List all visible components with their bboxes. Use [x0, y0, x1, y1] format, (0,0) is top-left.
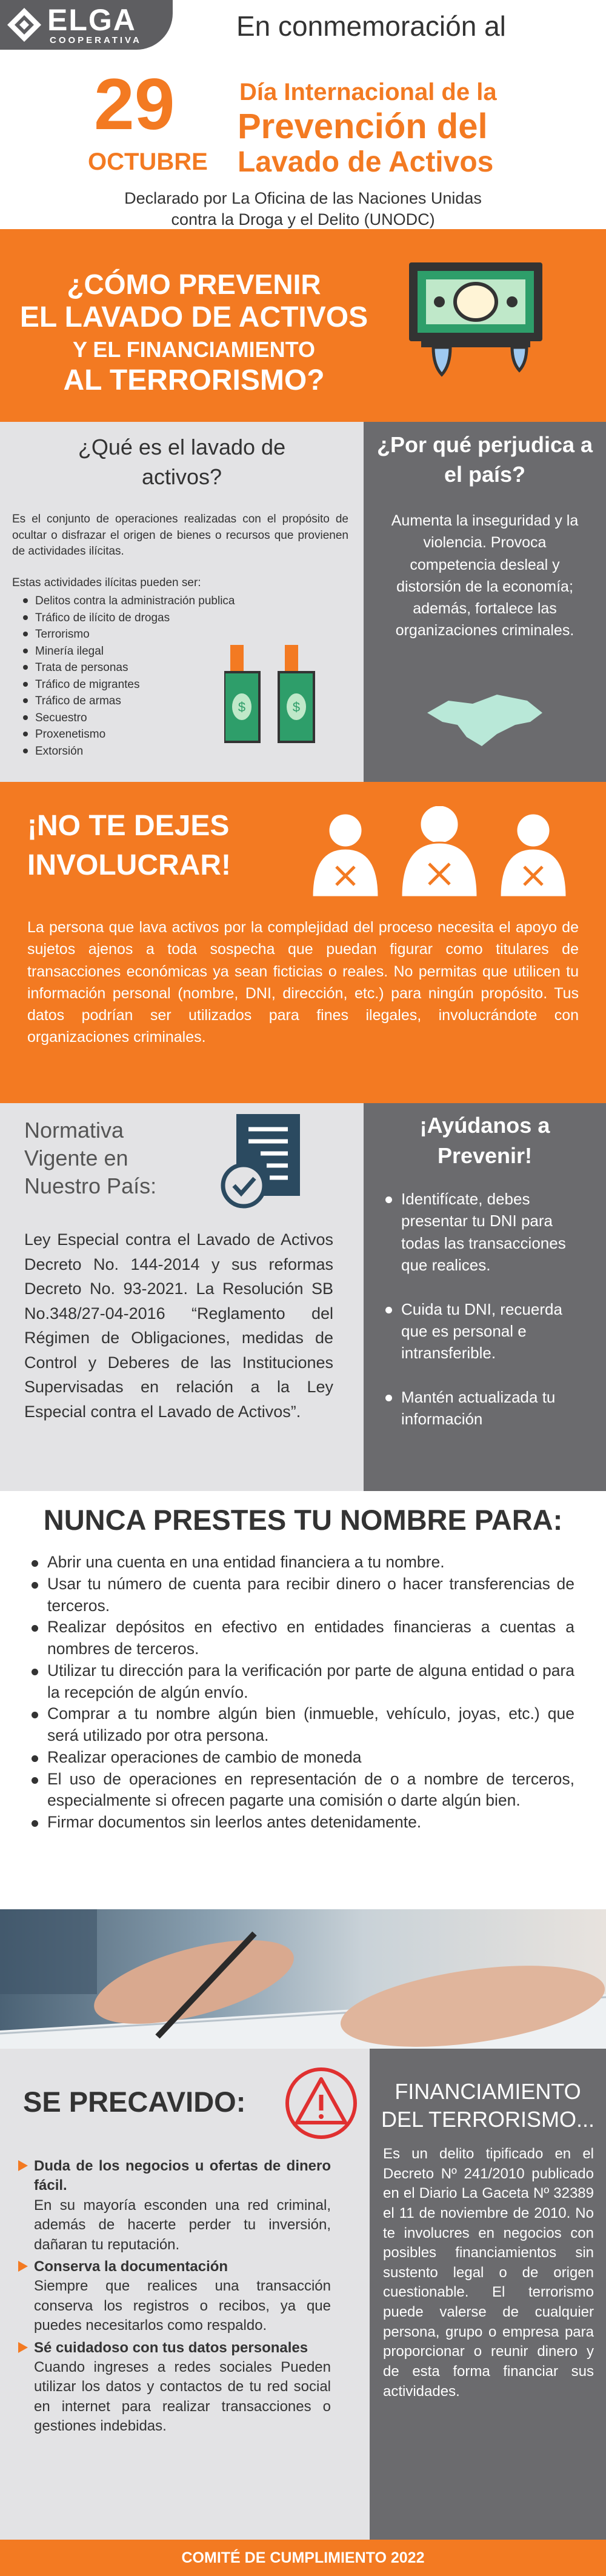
- hero-line3: Y EL FINANCIAMIENTO: [72, 337, 316, 362]
- list-item: Abrir una cuenta en una entidad financiera a tu nombre.: [47, 1552, 574, 1573]
- list-item: Cuida tu DNI, recuerda que es personal e intransferible.: [401, 1298, 592, 1364]
- logo-sub: COOPERATIVA: [50, 35, 142, 45]
- hero-line2: EL LAVADO DE ACTIVOS: [19, 301, 368, 333]
- involve-text: La persona que lava activos por la complejidad del proceso necesita el apoyo de sujetos ajenos a toda sospecha que puedan figurar como titulares de transacciones económicas ya sean ficticias o reales. No permitas que utilicen tu información personal (nombre, DNI, dirección, etc.) para ningún propósito. Tus datos podrían ser utilizados para fines ilegales, involucrándote con organizaciones criminales.: [27, 919, 579, 1046]
- caution-text: En su mayoría esconden una red criminal, además de hacerte perder tu inversión, dañaran tu reputación.: [34, 2197, 331, 2253]
- list-item: Minería ilegal: [35, 643, 235, 660]
- help-title-line2: Prevenir!: [437, 1143, 533, 1168]
- declared-line2: contra la Droga y el Delito (UNODC): [171, 210, 435, 229]
- law-title-line3: Nuestro País:: [24, 1173, 157, 1198]
- terror-section: [370, 2049, 606, 2540]
- svg-text:$: $: [292, 699, 301, 715]
- law-title-line2: Vigente en: [24, 1146, 128, 1170]
- what-list-intro: Estas actividades ilícitas pueden ser:: [12, 576, 201, 589]
- money-bill-icon: [397, 256, 554, 390]
- hero-section: [0, 229, 606, 422]
- what-section: [0, 422, 364, 782]
- what-title: ¿Qué es el lavado de activos?: [78, 435, 286, 489]
- hero-line1: ¿CÓMO PREVENIR: [67, 269, 321, 300]
- list-item: Secuestro: [35, 710, 235, 727]
- honduras-map-icon: [424, 689, 545, 755]
- terror-title-line2: DEL TERRORISMO...: [381, 2107, 595, 2132]
- help-section: [364, 1103, 606, 1491]
- never-title: NUNCA PRESTES TU NOMBRE PARA:: [43, 1504, 563, 1536]
- help-title-line1: ¡Ayúdanos a: [419, 1113, 550, 1138]
- date-day: 29: [94, 64, 175, 145]
- never-list: [47, 1552, 574, 1834]
- footer-text: COMITÉ DE CUMPLIMIENTO 2022: [181, 2549, 425, 2566]
- elga-logo-icon: [6, 7, 42, 43]
- header-section: [0, 0, 606, 229]
- what-description: Es el conjunto de operaciones realizadas con el propósito de ocultar o disfrazar el origen de bienes o recursos que provienen de actividades ilícitas.: [12, 513, 348, 558]
- list-item: [34, 2338, 331, 2437]
- list-item: Firmar documentos sin leerlos antes detenidamente.: [47, 1812, 574, 1834]
- law-text: Ley Especial contra el Lavado de Activos Decreto No. 144-2014 y sus reformas Decreto No. 93-2021. La Resolución SB No.348/27-04-2016 “Reglamento del Régimen de Obligaciones, medidas de Control y Deberes de las Instituciones Supervisadas en relación a la Ley Especial contra el Lavado de Activos”.: [24, 1230, 333, 1421]
- list-item: Terrorismo: [35, 626, 235, 643]
- why-title: ¿Por qué perjudica a el país?: [376, 432, 593, 487]
- caution-list: [34, 2157, 331, 2436]
- title-line3: Lavado de Activos: [238, 146, 494, 178]
- terror-title-line1: FINANCIAMIENTO: [395, 2079, 581, 2104]
- hero-line4: AL TERRORISMO?: [63, 364, 325, 396]
- list-item: Tráfico de armas: [35, 693, 235, 710]
- help-list: [401, 1188, 592, 1430]
- list-item: Utilizar tu dirección para la verificación por parte de alguna entidad o para la recepción de algún envío.: [47, 1660, 574, 1704]
- list-item: Tráfico de ilícito de drogas: [35, 610, 235, 627]
- caution-section: [0, 2049, 370, 2540]
- title-line2: Prevención del: [238, 107, 488, 146]
- date-month: OCTUBRE: [88, 148, 208, 175]
- list-item: [34, 2257, 331, 2336]
- logo-name: ELGA: [47, 3, 136, 37]
- list-item: Tráfico de migrantes: [35, 676, 235, 693]
- involve-title-line2: INVOLUCRAR!: [27, 849, 231, 881]
- caution-text: Siempre que realices una transacción conserva los registros o recibos, ya que puedes necesitarlos como respaldo.: [34, 2278, 331, 2334]
- why-section: [364, 422, 606, 782]
- list-item: Trata de personas: [35, 659, 235, 676]
- title-line1: Día Internacional de la: [239, 79, 497, 105]
- list-item: Realizar depósitos en efectivo en entidades financieras a cuentas a nombres de terceros.: [47, 1617, 574, 1660]
- list-item: Proxenetismo: [35, 726, 235, 743]
- list-item: El uso de operaciones en representación de o a nombre de terceros, especialmente si ofrecen pagarte una comisión o darte algún bien.: [47, 1769, 574, 1812]
- declared-line1: Declarado por La Oficina de las Naciones Unidas: [124, 189, 482, 207]
- list-item: Mantén actualizada tu información: [401, 1386, 592, 1430]
- list-item: Usar tu número de cuenta para recibir dinero o hacer transferencias de terceros.: [47, 1573, 574, 1617]
- caution-heading: Duda de los negocios u ofertas de dinero fácil.: [34, 2158, 331, 2194]
- money-clip-icon: [224, 639, 321, 748]
- list-item: Comprar a tu nombre algún bien (inmueble, vehículo, joyas, etc.) que será utilizado por otra persona.: [47, 1703, 574, 1747]
- footer: [0, 2540, 606, 2576]
- caution-heading: Conserva la documentación: [34, 2258, 228, 2275]
- law-title-line1: Normativa: [24, 1118, 124, 1143]
- caution-title: SE PRECAVIDO:: [23, 2086, 246, 2118]
- signing-hands-photo: [0, 1909, 606, 2049]
- list-item: [34, 2157, 331, 2255]
- involve-title-line1: ¡NO TE DEJES: [27, 810, 230, 842]
- list-item: Extorsión: [35, 743, 235, 760]
- law-section: [0, 1103, 364, 1491]
- logo: [0, 0, 173, 50]
- people-x-icon: [303, 806, 582, 915]
- document-check-icon: [218, 1114, 309, 1214]
- svg-text:$: $: [238, 699, 246, 715]
- caution-text: Cuando ingreses a redes sociales Pueden utilizar los datos y contactos de tu red social en internet para realizar transacciones o gestiones indebidas.: [34, 2358, 331, 2435]
- involve-section: [0, 782, 606, 1103]
- warning-icon: [285, 2067, 358, 2140]
- never-section: [0, 1491, 606, 1909]
- list-item: Realizar operaciones de cambio de moneda: [47, 1747, 574, 1769]
- caution-heading: Sé cuidadoso con tus datos personales: [34, 2339, 308, 2356]
- list-item: Delitos contra la administración publica: [35, 593, 235, 610]
- terror-text: Es un delito tipificado en el Decreto Nº 241/2010 publicado en el Diario La Gaceta Nº 32389 el 11 de noviembre de 2010. No te involucres en negocios con posibles financiamientos sin sustento legal o de origen cuestionable. El terrorismo puede valerse de cualquier persona, grupo o empresa para proporcionar o reunir dinero y de esta forma financiar sus actividades.: [383, 2146, 594, 2400]
- why-text: Aumenta la inseguridad y la violencia. Provoca competencia desleal y distorsión de la economía; además, fortalece las organizaciones criminales.: [391, 512, 579, 639]
- list-item: Identifícate, debes presentar tu DNI para todas las transacciones que realices.: [401, 1188, 592, 1276]
- activities-list: [35, 593, 235, 759]
- commemoration-text: En conmemoración al: [236, 10, 506, 42]
